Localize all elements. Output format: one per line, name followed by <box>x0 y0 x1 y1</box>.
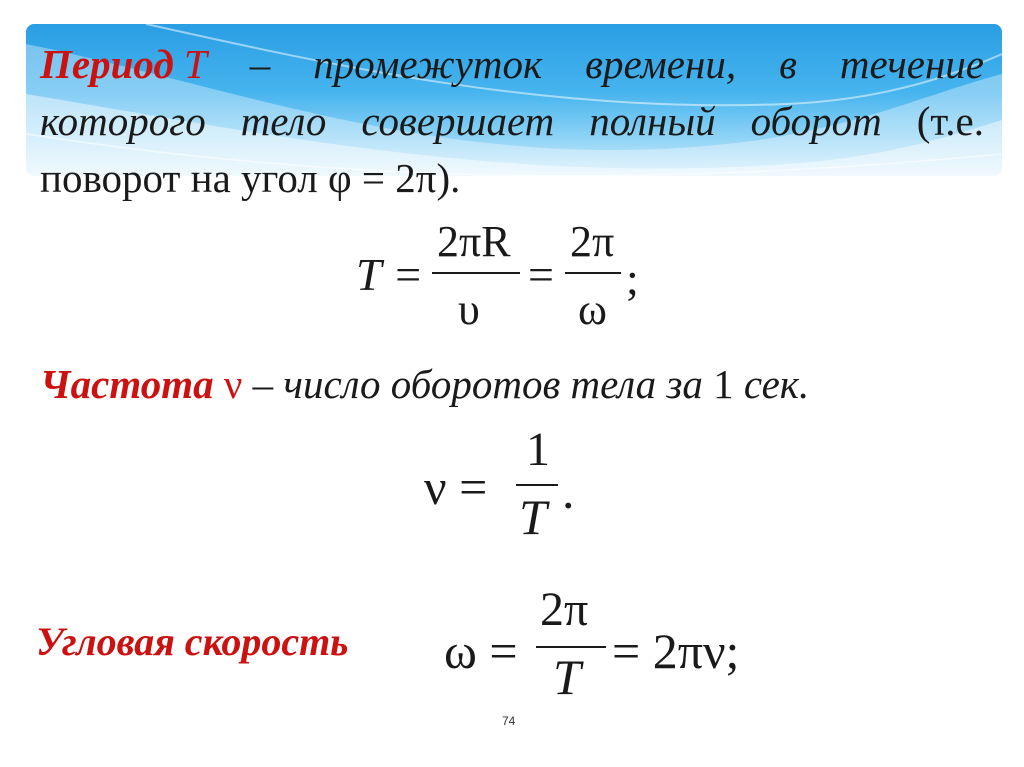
frequency-definition <box>40 360 809 408</box>
formula-period-frac2-num: 2π <box>570 217 615 266</box>
formula-frequency-lhs: ν = <box>424 459 488 515</box>
word: в <box>779 41 797 87</box>
word: промежуток <box>313 41 543 87</box>
word: которого <box>40 98 206 144</box>
period-definition <box>40 36 984 207</box>
word: полный <box>589 98 716 144</box>
formula-period-frac1-den: υ <box>458 285 480 334</box>
frequency-unit: сек. <box>743 361 810 407</box>
word: оборот <box>750 98 882 144</box>
page-number: 74 <box>502 714 516 728</box>
word: течение <box>839 41 984 87</box>
word: тело <box>240 98 327 144</box>
formula-period-end: ; <box>626 253 639 304</box>
frequency-text: число оборотов тела за <box>283 361 703 407</box>
word: совершает <box>361 98 555 144</box>
period-line-3: поворот на угол φ = 2π). <box>40 155 461 201</box>
word: (т.е. <box>916 98 984 144</box>
formula-angular-rhs: = 2πν; <box>612 623 740 679</box>
fraction-bar <box>565 272 621 274</box>
formula-angular-lhs: ω = <box>444 623 518 679</box>
formula-period-lhs: T = <box>356 249 424 300</box>
formula-frequency-num: 1 <box>526 423 550 476</box>
period-line-1 <box>40 36 984 93</box>
frequency-term: Частота <box>40 361 214 407</box>
formula-frequency-den: T <box>519 489 547 545</box>
formula-frequency-end: . <box>562 463 575 519</box>
formula-angular-num: 2π <box>540 583 589 636</box>
formula-period-eq: = <box>528 249 554 300</box>
period-term: Период T <box>40 41 207 87</box>
frequency-symbol: ν <box>223 361 243 407</box>
frequency-dash: – <box>252 361 274 407</box>
fraction-bar <box>432 272 520 274</box>
period-line-2 <box>40 93 984 150</box>
formula-period-frac1-num: 2πR <box>437 217 511 266</box>
frequency-number: 1 <box>713 361 734 407</box>
formula-angular-den: T <box>553 649 581 705</box>
formula-period-frac2-den: ω <box>578 285 607 334</box>
word: времени, <box>585 41 737 87</box>
word: – <box>249 41 271 87</box>
fraction-bar <box>516 484 558 486</box>
angular-term: Угловая скорость <box>36 619 349 664</box>
